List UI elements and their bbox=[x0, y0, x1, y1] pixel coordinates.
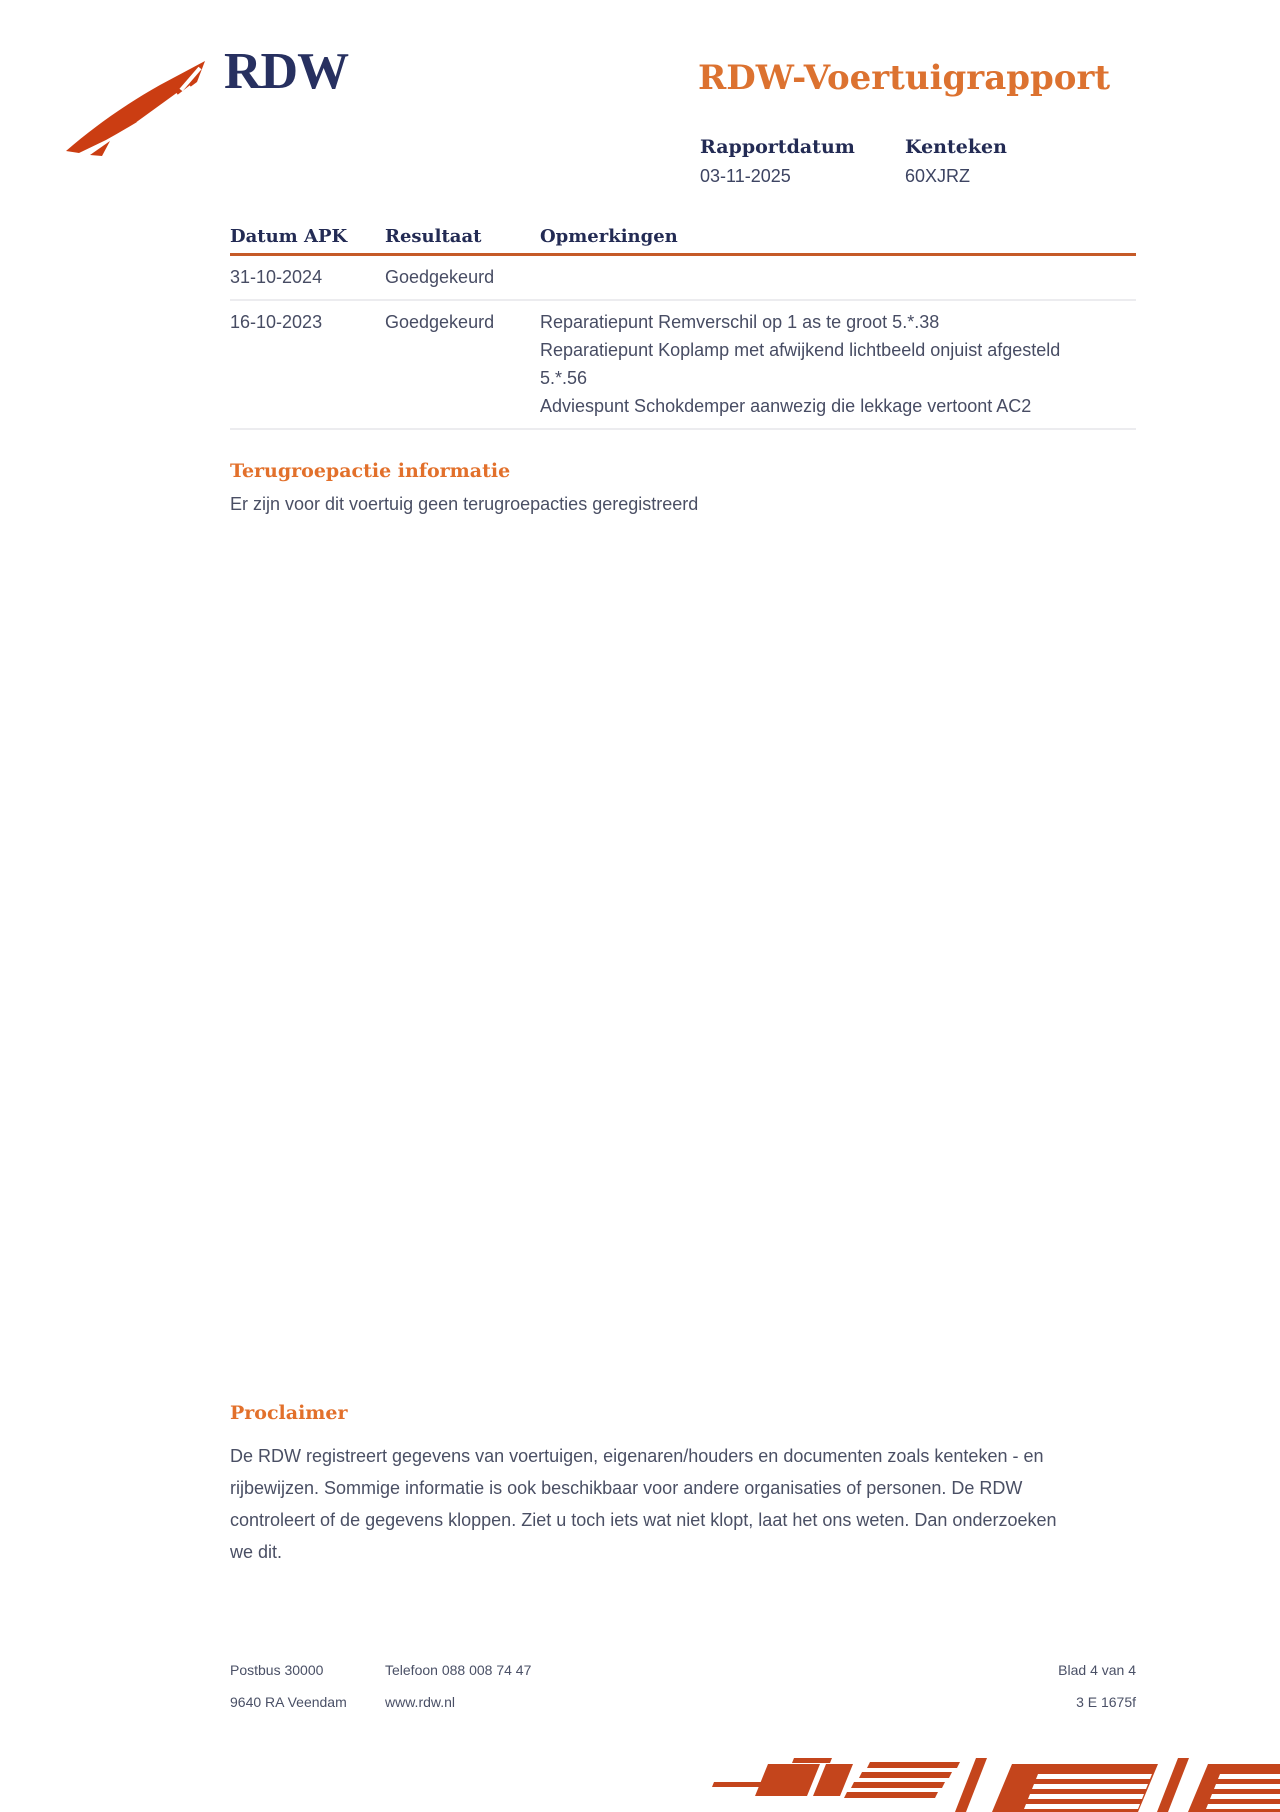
footer-page-indicator: Blad 4 van 4 bbox=[1058, 1662, 1136, 1678]
column-header-resultaat: Resultaat bbox=[385, 226, 482, 247]
kenteken-value: 60XJRZ bbox=[905, 166, 971, 186]
datum-apk-cell: 16-10-2023 bbox=[230, 312, 323, 332]
proclaimer-body: De RDW registreert gegevens van voertuigen, eigenaren/houders en documenten zoals kenteken - en rijbewijzen. Sommige informatie is ook beschikbaar voor andere organisaties of personen. De RDW controleert of de gegevens kloppen. Ziet u toch iets wat niet klopt, laat het ons weten. Dan onderzoeken we dit. bbox=[230, 1446, 1057, 1562]
table-row bbox=[230, 256, 1136, 301]
remark-line: Adviespunt Schokdemper aanwezig die lekkage vertoont AC2 bbox=[540, 396, 1032, 416]
rapportdatum-value: 03-11-2025 bbox=[700, 166, 791, 186]
resultaat-cell: Goedgekeurd bbox=[385, 267, 495, 287]
opmerkingen-cell bbox=[540, 308, 1095, 420]
table-row bbox=[230, 301, 1136, 430]
footer-postbus: Postbus 30000 bbox=[230, 1662, 324, 1678]
column-header-datum-apk: Datum APK bbox=[230, 226, 348, 247]
datum-apk-cell: 31-10-2024 bbox=[230, 267, 323, 287]
footer-form-code: 3 E 1675f bbox=[1076, 1694, 1136, 1710]
proclaimer-heading: Proclaimer bbox=[230, 1402, 348, 1424]
resultaat-cell: Goedgekeurd bbox=[385, 312, 495, 332]
column-header-opmerkingen: Opmerkingen bbox=[540, 226, 678, 247]
terugroepactie-heading: Terugroepactie informatie bbox=[230, 460, 511, 482]
report-meta bbox=[700, 136, 1110, 187]
terugroepactie-body: Er zijn voor dit voertuig geen terugroepacties geregistreerd bbox=[230, 494, 699, 514]
opmerkingen-cell bbox=[540, 263, 1136, 291]
page-title: RDW-Voertuigrapport bbox=[698, 58, 1111, 98]
remark-line: Reparatiepunt Remverschil op 1 as te groot 5.*.38 bbox=[540, 312, 940, 332]
footer-stripes-decoration-icon bbox=[700, 1756, 1280, 1812]
brand-wordmark: RDW bbox=[224, 43, 349, 100]
kenteken-label: Kenteken bbox=[905, 136, 1007, 158]
rdw-logo-swoosh-icon bbox=[64, 58, 210, 158]
footer-city: 9640 RA Veendam bbox=[230, 1694, 347, 1710]
table-header-row bbox=[230, 226, 1136, 256]
footer-phone: Telefoon 088 008 74 47 bbox=[385, 1662, 532, 1678]
footer-website: www.rdw.nl bbox=[385, 1694, 456, 1710]
remark-line: Reparatiepunt Koplamp met afwijkend lichtbeeld onjuist afgesteld 5.*.56 bbox=[540, 340, 1061, 388]
rapportdatum-label: Rapportdatum bbox=[700, 136, 855, 158]
apk-history-table bbox=[230, 226, 1136, 430]
